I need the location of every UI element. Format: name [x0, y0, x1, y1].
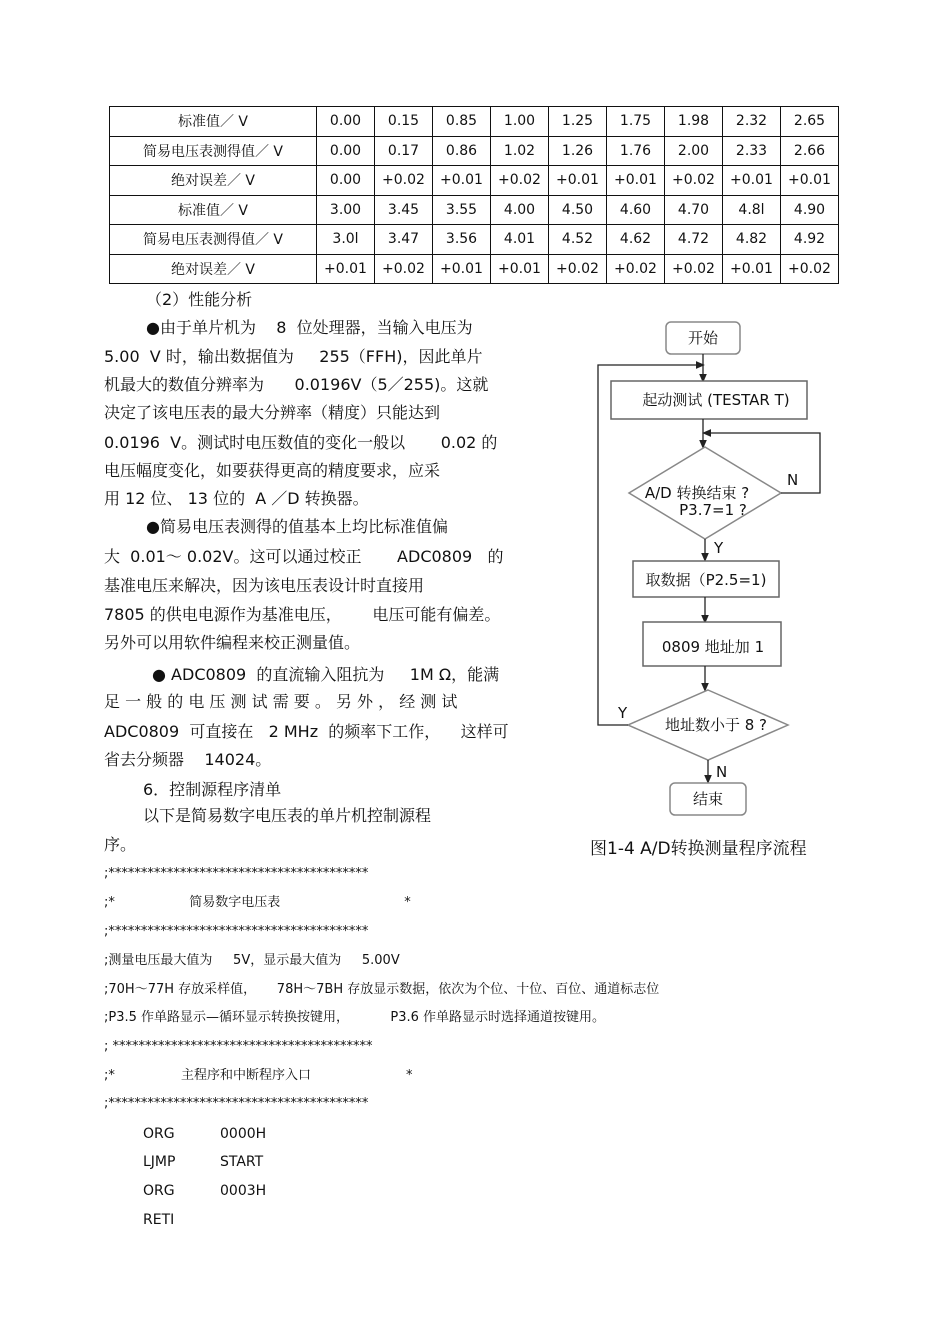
code-comment-line: ;**************************************** [104, 924, 369, 939]
value-cell: 1.26 [549, 136, 607, 166]
value-cell: 4.82 [723, 225, 781, 255]
text-line: 0.0196 V。测试时电压数值的变化一般以 0.02 的 [104, 433, 498, 452]
value-cell: +0.01 [723, 254, 781, 284]
value-cell: +0.02 [665, 254, 723, 284]
value-cell: +0.01 [607, 166, 665, 196]
text-line: 以下是简易数字电压表的单片机控制源程 [143, 806, 432, 825]
text-line: ●由于单片机为 8 位处理器，当输入电压为 [146, 318, 473, 337]
value-cell: +0.01 [433, 166, 491, 196]
value-cell: 1.75 [607, 107, 665, 137]
text-line: 机最大的数值分辨率为 0.0196V（5／255)。这就 [104, 375, 489, 394]
value-cell: 4.72 [665, 225, 723, 255]
value-cell: +0.01 [317, 254, 375, 284]
row-label-cell: 简易电压表测得值／ V [110, 136, 317, 166]
value-cell: +0.02 [549, 254, 607, 284]
value-cell: +0.02 [375, 166, 433, 196]
value-cell: 2.66 [781, 136, 839, 166]
code-comment-line: ;**************************************** [104, 1096, 369, 1111]
row-label-cell: 简易电压表测得值／ V [110, 225, 317, 255]
code-opcode: ORG [143, 1126, 175, 1142]
code-comment-line: ;70H～77H 存放采样值， 78H～7BH 存放显示数据，依次为个位、十位、百位、通道标志位 [104, 982, 660, 997]
value-cell: 4.52 [549, 225, 607, 255]
text-line: 基准电压来解决，因为该电压表设计时直接用 [104, 576, 425, 595]
value-cell: 4.00 [491, 195, 549, 225]
value-cell: 2.00 [665, 136, 723, 166]
value-cell: 2.33 [723, 136, 781, 166]
code-operand: 0000H [220, 1126, 267, 1142]
value-cell: 0.85 [433, 107, 491, 137]
value-cell: 3.55 [433, 195, 491, 225]
value-cell: 1.76 [607, 136, 665, 166]
text-line: 7805 的供电电源作为基准电压， 电压可能有偏差。 [104, 605, 501, 624]
value-cell: 2.65 [781, 107, 839, 137]
value-cell: 0.00 [317, 107, 375, 137]
row-label-cell: 标准值／ V [110, 107, 317, 137]
row-label-cell: 绝对误差／ V [110, 166, 317, 196]
value-cell: 4.90 [781, 195, 839, 225]
code-comment-line: ;* 简易数字电压表 * [104, 895, 411, 910]
value-cell: 0.15 [375, 107, 433, 137]
value-cell: 3.0l [317, 225, 375, 255]
value-cell: 3.45 [375, 195, 433, 225]
flow-no-label: N [716, 763, 728, 781]
value-cell: 1.00 [491, 107, 549, 137]
value-cell: 3.56 [433, 225, 491, 255]
measurement-table [109, 106, 839, 284]
value-cell: 3.47 [375, 225, 433, 255]
text-line: 另外可以用软件编程来校正测量值。 [104, 633, 361, 652]
text-line: 省去分频器 14024。 [104, 750, 272, 769]
value-cell: 4.50 [549, 195, 607, 225]
text-line: 5.00 V 时，输出数据值为 255（FFH)，因此单片 [104, 347, 483, 366]
value-cell: 3.00 [317, 195, 375, 225]
text-line: 足 一 般 的 电 压 测 试 需 要 。 另 外 ， 经 测 试 [104, 692, 458, 711]
value-cell: +0.02 [781, 254, 839, 284]
text-line: 用 12 位、 13 位的 A ／D 转换器。 [104, 489, 369, 508]
value-cell: +0.01 [433, 254, 491, 284]
value-cell: 4.92 [781, 225, 839, 255]
flow-decision1-line1: A/D 转换结束 ? [644, 484, 750, 502]
value-cell: 0.17 [375, 136, 433, 166]
value-cell: 0.86 [433, 136, 491, 166]
table-row [110, 107, 839, 137]
flow-decision2-label: 地址数小于 8 ? [664, 716, 768, 734]
value-cell: +0.01 [491, 254, 549, 284]
value-cell: 0.00 [317, 166, 375, 196]
ad-conversion-flowchart [590, 310, 840, 825]
code-operand: 0003H [220, 1183, 267, 1199]
value-cell: 4.62 [607, 225, 665, 255]
code-opcode: LJMP [143, 1154, 176, 1170]
code-operand: START [220, 1154, 264, 1170]
code-opcode: ORG [143, 1183, 175, 1199]
value-cell: 4.8l [723, 195, 781, 225]
text-line: ● ADC0809 的直流输入阻抗为 1M Ω，能满 [152, 665, 500, 684]
code-comment-line: ;P3.5 作单路显示—循环显示转换按键用， P3.6 作单路显示时选择通道按键用。 [104, 1010, 605, 1025]
value-cell: +0.02 [665, 166, 723, 196]
value-cell: +0.01 [723, 166, 781, 196]
value-cell: 4.60 [607, 195, 665, 225]
code-comment-line: ; **************************************** [104, 1039, 373, 1054]
flow-start-test-label: 起动测试 (TESTAR T) [642, 391, 790, 409]
table-row [110, 136, 839, 166]
flow-address-increment-label: 0809 地址加 1 [661, 638, 765, 656]
value-cell: +0.02 [607, 254, 665, 284]
value-cell: +0.02 [375, 254, 433, 284]
value-cell: 4.70 [665, 195, 723, 225]
flow-decision1-line2: P3.7=1 ? [679, 501, 747, 519]
row-label-cell: 标准值／ V [110, 195, 317, 225]
value-cell: 1.02 [491, 136, 549, 166]
code-opcode: RETI [143, 1212, 175, 1228]
text-line: ADC0809 可直接在 2 MHz 的频率下工作， 这样可 [104, 722, 509, 741]
row-label-cell: 绝对误差／ V [110, 254, 317, 284]
text-line: 大 0.01～ 0.02V。这可以通过校正 ADC0809 的 [104, 547, 504, 566]
section-heading: 6．控制源程序清单 [143, 780, 282, 799]
text-line: ●简易电压表测得的值基本上均比标准值偏 [146, 517, 448, 536]
flow-start-label: 开始 [687, 329, 719, 347]
flow-end-label: 结束 [692, 790, 724, 808]
value-cell: 1.98 [665, 107, 723, 137]
value-cell: 1.25 [549, 107, 607, 137]
text-line: 决定了该电压表的最大分辨率（精度）只能达到 [104, 403, 441, 422]
code-comment-line: ;**************************************** [104, 866, 369, 881]
table-row [110, 254, 839, 284]
text-line: 序。 [104, 835, 137, 854]
value-cell: +0.01 [781, 166, 839, 196]
value-cell: 2.32 [723, 107, 781, 137]
flow-yes-label: Y [714, 539, 724, 557]
table-row [110, 225, 839, 255]
flow-fetch-data-label: 取数据（P2.5=1) [645, 571, 767, 589]
code-comment-line: ;* 主程序和中断程序入口 * [104, 1068, 413, 1083]
flow-no-label: N [787, 471, 799, 489]
table-row [110, 195, 839, 225]
value-cell: 0.00 [317, 136, 375, 166]
flow-yes-label: Y [618, 704, 628, 722]
value-cell: 4.01 [491, 225, 549, 255]
text-line: 电压幅度变化，如要获得更高的精度要求，应采 [104, 461, 441, 480]
table-row [110, 166, 839, 196]
code-comment-line: ;测量电压最大值为 5V，显示最大值为 5.00V [104, 953, 400, 968]
value-cell: +0.01 [549, 166, 607, 196]
value-cell: +0.02 [491, 166, 549, 196]
figure-caption: 图1-4 A/D转换测量程序流程 [590, 839, 807, 859]
section-subheading: （2）性能分析 [146, 290, 253, 309]
